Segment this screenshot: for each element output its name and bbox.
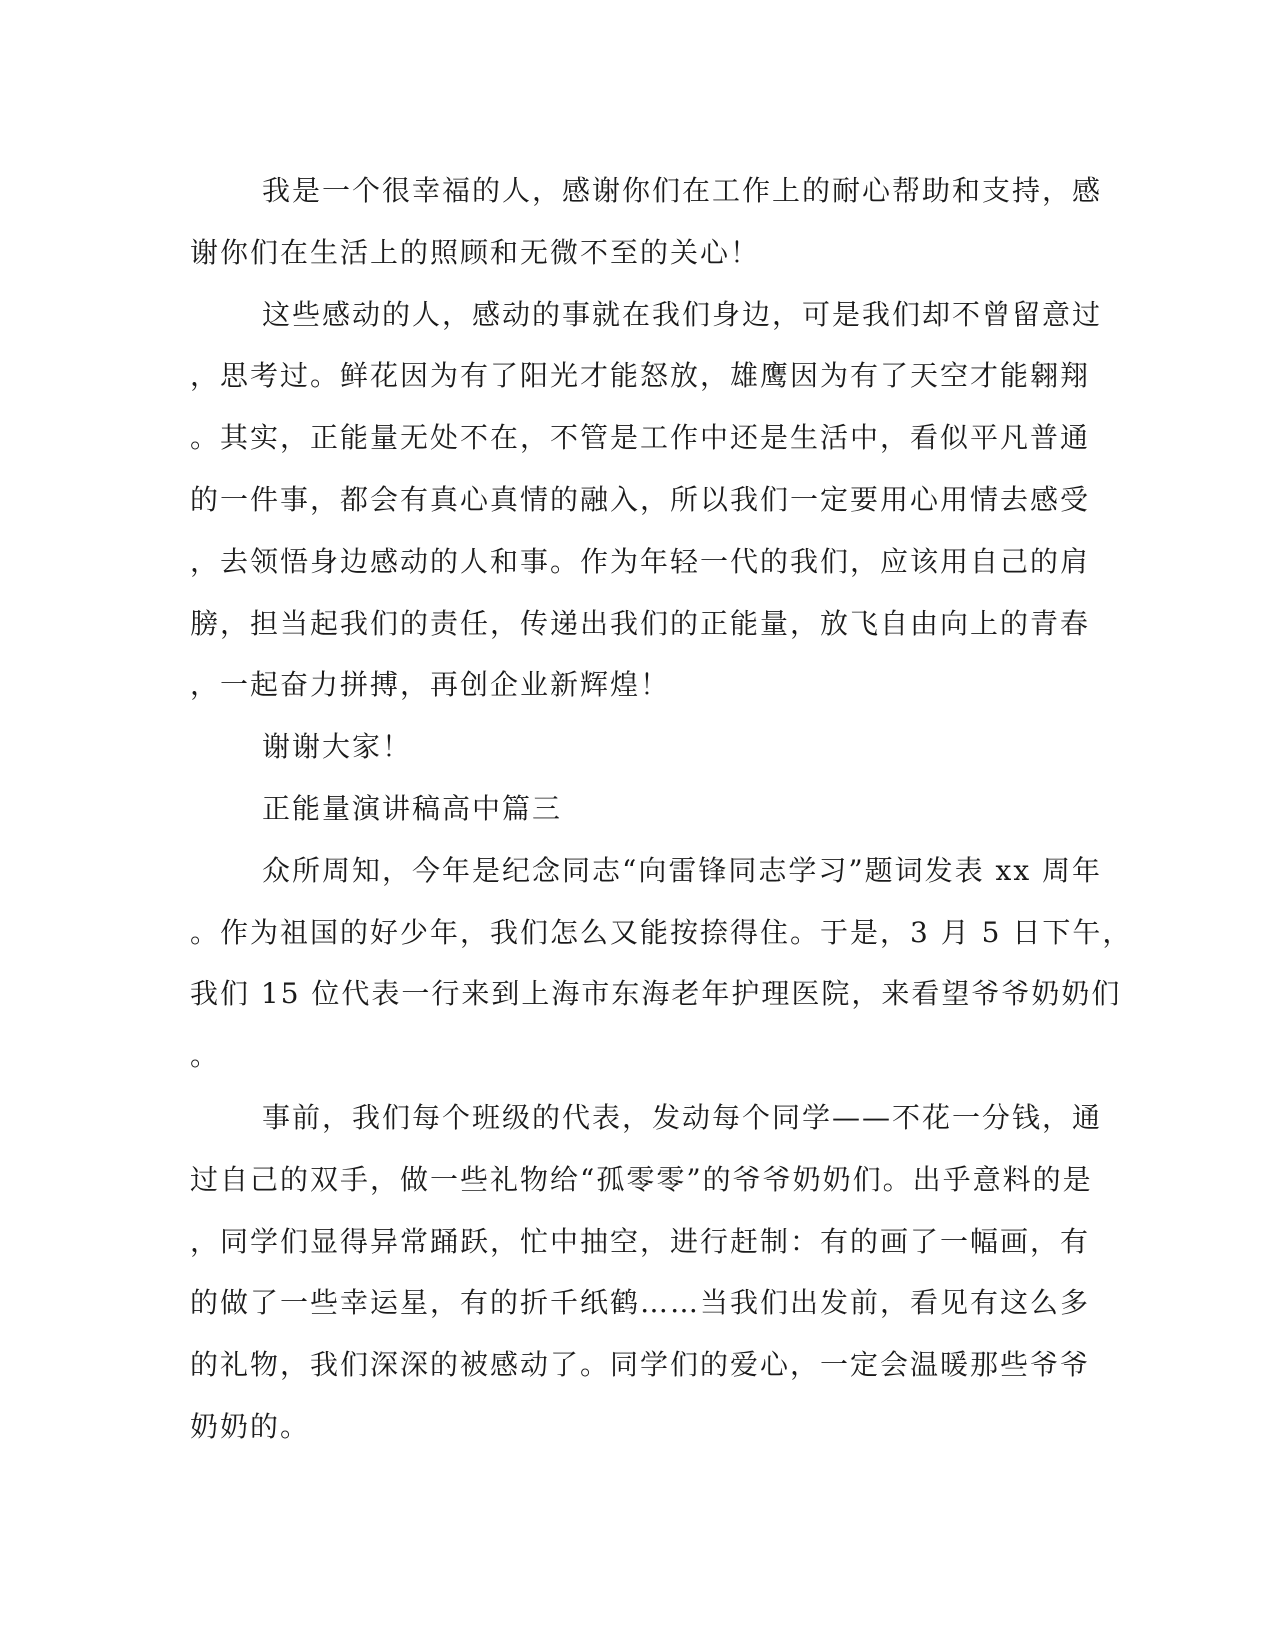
paragraph-line: 我们 15 位代表一行来到上海市东海老年护理医院，来看望爷爷奶奶们	[190, 977, 1122, 1011]
paragraph-line: 的一件事，都会有真心真情的融入，所以我们一定要用心用情去感受	[190, 482, 1091, 516]
section-heading: 正能量演讲稿高中篇三	[262, 791, 563, 825]
paragraph-line: 谢你们在生活上的照顾和无微不至的关心！	[190, 235, 761, 269]
paragraph-line: ，一起奋力拼搏，再创企业新辉煌！	[190, 668, 671, 702]
paragraph-line: ，同学们显得异常踊跃，忙中抽空，进行赶制：有的画了一幅画，有	[190, 1224, 1091, 1258]
paragraph-line: 的礼物，我们深深的被感动了。同学们的爱心，一定会温暖那些爷爷	[190, 1348, 1091, 1382]
paragraph-line: 奶奶的。	[190, 1409, 311, 1443]
paragraph-line: 这些感动的人，感动的事就在我们身边，可是我们却不曾留意过	[262, 297, 1103, 331]
paragraph-line: 。	[190, 1039, 221, 1073]
paragraph-line: 。作为祖国的好少年，我们怎么又能按捺得住。于是，3 月 5 日下午，	[190, 915, 1133, 949]
closing-line: 谢谢大家！	[262, 730, 413, 764]
paragraph-line: 膀，担当起我们的责任，传递出我们的正能量，放飞自由向上的青春	[190, 606, 1091, 640]
paragraph-line: 。其实，正能量无处不在，不管是工作中还是生活中，看似平凡普通	[190, 421, 1091, 455]
paragraph-line: 我是一个很幸福的人，感谢你们在工作上的耐心帮助和支持，感	[262, 174, 1103, 207]
paragraph-line: 事前，我们每个班级的代表，发动每个同学——不花一分钱，通	[262, 1100, 1103, 1134]
paragraph-line: 过自己的双手，做一些礼物给“孤零零”的爷爷奶奶们。出乎意料的是	[190, 1162, 1093, 1196]
document-body	[190, 160, 1133, 1458]
paragraph-line: ，去领悟身边感动的人和事。作为年轻一代的我们，应该用自己的肩	[190, 544, 1091, 578]
paragraph-line: 众所周知，今年是纪念同志“向雷锋同志学习”题词发表 xx 周年	[262, 853, 1103, 887]
paragraph-line: 的做了一些幸运星，有的折千纸鹤……当我们出发前，看见有这么多	[190, 1286, 1091, 1320]
paragraph-line: ，思考过。鲜花因为有了阳光才能怒放，雄鹰因为有了天空才能翱翔	[190, 359, 1091, 393]
